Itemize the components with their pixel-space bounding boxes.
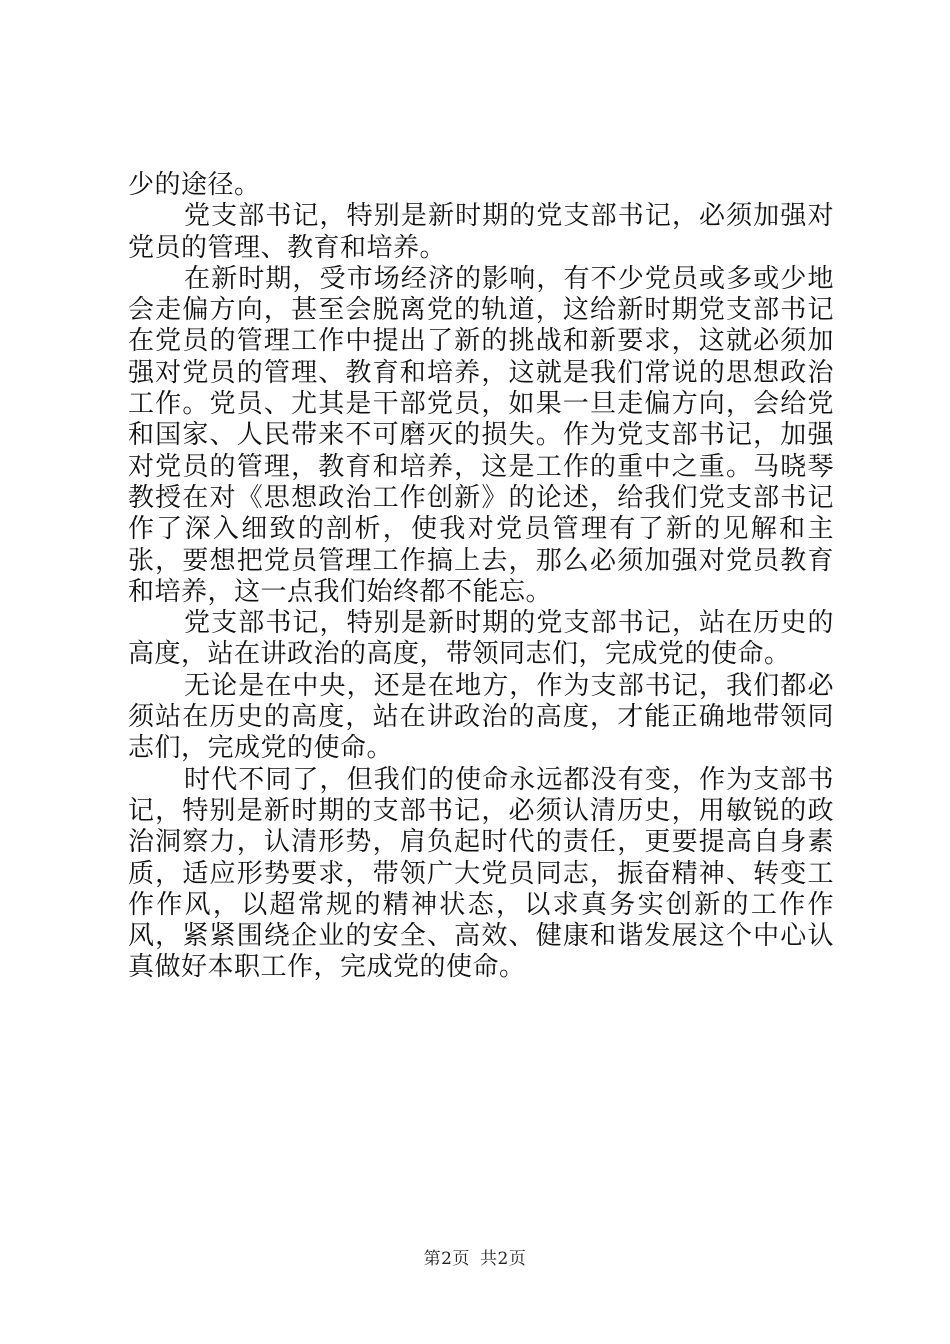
document-body: [128, 170, 834, 984]
paragraph-4: 党支部书记，特别是新时期的党支部书记，站在历史的高度，站在讲政治的高度，带领同志们，完成党的使命。: [128, 608, 834, 670]
paragraph-2: 党支部书记，特别是新时期的党支部书记，必须加强对党员的管理、教育和培养。: [128, 201, 834, 263]
page-number: 第2页: [423, 1249, 470, 1269]
page-footer: [0, 1244, 950, 1269]
page-total: 共2页: [480, 1249, 527, 1269]
paragraph-5: 无论是在中央，还是在地方，作为支部书记，我们都必须站在历史的高度，站在讲政治的高度，才能正确地带领同志们，完成党的使命。: [128, 670, 834, 764]
paragraph-6: 时代不同了，但我们的使命永远都没有变，作为支部书记，特别是新时期的支部书记，必须认清历史，用敏锐的政治洞察力，认清形势，肩负起时代的责任，更要提高自身素质，适应形势要求，带领广大党员同志，振奋精神、转变工作作风，以超常规的精神状态，以求真务实创新的工作作风，紧紧围绕企业的安全、高效、健康和谐发展这个中心认真做好本职工作，完成党的使命。: [128, 764, 834, 983]
paragraph-1: 少的途径。: [128, 170, 261, 200]
paragraph-3: 在新时期，受市场经济的影响，有不少党员或多或少地会走偏方向，甚至会脱离党的轨道，这给新时期党支部书记在党员的管理工作中提出了新的挑战和新要求，这就必须加强对党员的管理、教育和培养，这就是我们常说的思想政治工作。党员、尤其是干部党员，如果一旦走偏方向，会给党和国家、人民带来不可磨灭的损失。作为党支部书记，加强对党员的管理，教育和培养，这是工作的重中之重。马晓琴教授在对《思想政治工作创新》的论述，给我们党支部书记作了深入细致的剖析，使我对党员管理有了新的见解和主张，要想把党员管理工作搞上去，那么必须加强对党员教育和培养，这一点我们始终都不能忘。: [128, 263, 834, 607]
